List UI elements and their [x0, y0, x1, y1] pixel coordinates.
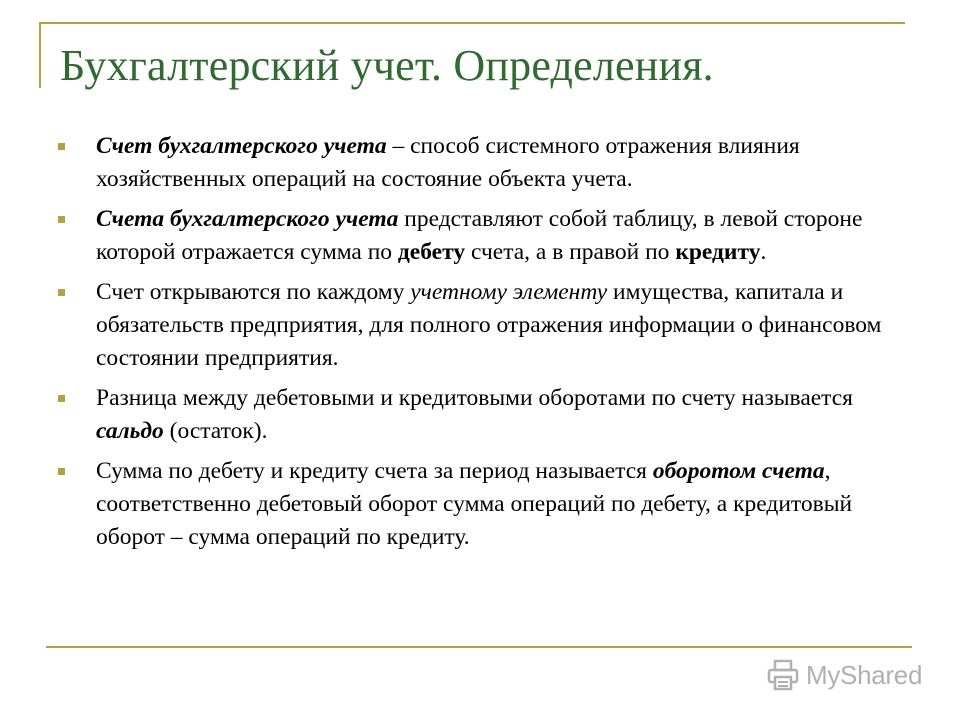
term-credit: кредиту: [675, 239, 761, 265]
bullet-square-icon: [58, 216, 65, 223]
bottom-rule: [46, 646, 912, 648]
term-accounts: Счета бухгалтерского учета: [96, 206, 399, 232]
bullet-item-2: [58, 203, 908, 269]
bullet-item-3: [58, 276, 908, 375]
top-rule: [39, 22, 905, 24]
bullet-square-icon: [58, 289, 65, 296]
bullet-text: счета, а в правой по: [465, 239, 676, 265]
bullet-text: Разница между дебетовыми и кредитовыми оборотами по счету называется: [96, 385, 853, 411]
bullet-item-4: [58, 382, 908, 448]
watermark: [766, 657, 922, 693]
bullet-square-icon: [58, 468, 65, 475]
bullet-text: имущества, капитала и обязательств предприятия, для полного отражения информации о финансовом состоянии предприятия.: [96, 279, 882, 371]
bullet-text: – способ системного отражения влияния хозяйственных операций на состояние объекта учета.: [96, 133, 800, 192]
bullet-text: , соответственно дебетовый оборот сумма операций по дебету, а кредитовый оборот – сумма операций по кредиту.: [96, 458, 853, 550]
term-account: Счет бухгалтерского учета: [96, 133, 387, 159]
bullet-text: представляют собой таблицу, в левой стороне которой отражается сумма по: [96, 206, 863, 265]
bullet-text: .: [760, 239, 767, 265]
term-turnover: оборотом счета: [652, 458, 825, 484]
bullet-text: Сумма по дебету и кредиту счета за период называется: [96, 458, 653, 484]
bullet-text: Счет открываются по каждому: [96, 279, 411, 305]
term-debit: дебету: [397, 239, 466, 265]
bullet-text: (остаток).: [163, 418, 268, 444]
bullet-square-icon: [58, 143, 65, 150]
slide-title: Бухгалтерский учет. Определения.: [60, 41, 714, 90]
bullet-list: [58, 130, 908, 561]
bullet-item-5: [58, 455, 908, 554]
term-accounting-element: учетному элементу: [410, 279, 608, 305]
term-balance: сальдо: [96, 418, 164, 444]
printer-icon: [766, 659, 800, 691]
bullet-square-icon: [58, 395, 65, 402]
bullet-item-1: [58, 130, 908, 196]
left-rule: [39, 22, 41, 88]
watermark-text: MyShared: [806, 659, 923, 690]
